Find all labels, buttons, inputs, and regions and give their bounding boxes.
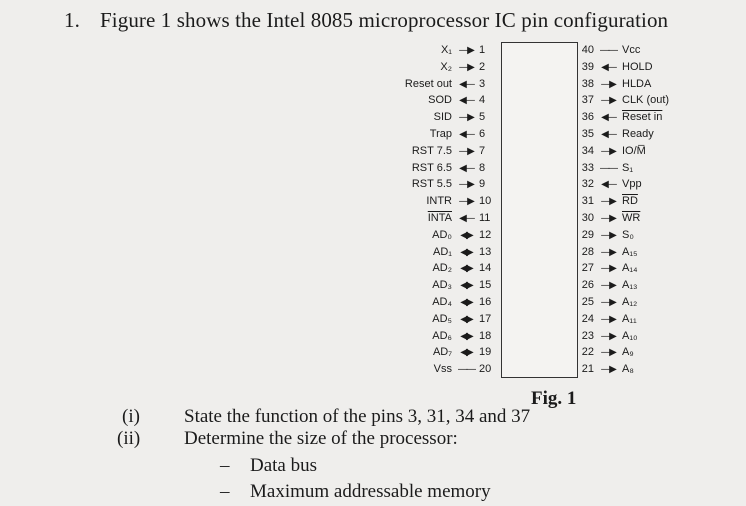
pin-label: AD₇ bbox=[432, 346, 452, 359]
pin-number: 23 bbox=[581, 329, 594, 342]
pin-label: SOD bbox=[428, 94, 452, 107]
pin-label: A₈ bbox=[622, 363, 634, 376]
pin-label: A₁₂ bbox=[622, 296, 638, 308]
pin-label: AD₁ bbox=[433, 245, 452, 258]
pin-label: A₉ bbox=[622, 346, 634, 359]
pin-arrow-icon: ◀— bbox=[601, 179, 615, 191]
pin-label: AD₆ bbox=[432, 329, 452, 342]
pin-arrow-icon: ◀▶ bbox=[460, 246, 472, 258]
pin-row-14 bbox=[432, 260, 501, 277]
question-text: Figure 1 shows the Intel 8085 microprocessor IC pin configuration bbox=[100, 8, 669, 32]
pin-number: 18 bbox=[479, 329, 492, 342]
pin-row-15 bbox=[432, 277, 501, 294]
pin-number: 13 bbox=[479, 245, 492, 258]
sub-question-numeral: (ii) bbox=[117, 428, 141, 449]
pin-arrow-icon: —▶ bbox=[601, 364, 615, 376]
pin-number: 4 bbox=[479, 94, 486, 107]
pin-row-35 bbox=[574, 126, 654, 143]
pin-arrow-icon: —— bbox=[600, 162, 616, 174]
pin-arrow-icon: ◀— bbox=[459, 78, 473, 90]
pin-row-36 bbox=[574, 109, 662, 126]
pin-label: Reset in bbox=[622, 111, 663, 124]
pin-label: AD₂ bbox=[432, 262, 452, 275]
pin-arrow-icon: —▶ bbox=[601, 229, 615, 241]
pin-row-2 bbox=[440, 59, 501, 76]
dash-bullet: – bbox=[220, 481, 230, 502]
pin-number: 1 bbox=[479, 44, 486, 56]
pin-row-20 bbox=[434, 361, 501, 378]
sub-item-text: Data bus bbox=[250, 455, 318, 476]
pin-number: 16 bbox=[479, 296, 492, 308]
pin-number: 25 bbox=[581, 296, 594, 308]
pin-number: 39 bbox=[581, 60, 594, 73]
pin-number: 26 bbox=[581, 279, 594, 292]
pin-arrow-icon: ◀▶ bbox=[460, 313, 472, 325]
question-number: 1. bbox=[64, 8, 80, 32]
pin-arrow-icon: ◀▶ bbox=[460, 347, 472, 359]
pin-number: 37 bbox=[581, 94, 594, 107]
pin-number: 3 bbox=[479, 77, 486, 90]
pin-label: IO/M̅ bbox=[622, 144, 646, 157]
pin-arrow-icon: —▶ bbox=[601, 330, 615, 342]
pin-number: 17 bbox=[479, 312, 492, 325]
sub-question-numeral: (i) bbox=[122, 406, 140, 427]
pin-number: 34 bbox=[581, 144, 594, 157]
pin-arrow-icon: ◀— bbox=[601, 129, 615, 140]
pin-number: 22 bbox=[581, 346, 594, 359]
pin-number: 7 bbox=[479, 144, 486, 157]
pin-arrow-icon: —▶ bbox=[601, 263, 615, 275]
pin-number: 14 bbox=[479, 262, 492, 275]
pin-number: 20 bbox=[479, 363, 492, 376]
pin-row-25 bbox=[574, 294, 637, 311]
pin-row-32 bbox=[574, 176, 642, 193]
pin-label: AD₀ bbox=[432, 228, 452, 241]
pin-row-28 bbox=[574, 244, 637, 261]
pin-label: $\overline{RD}$ bbox=[622, 195, 638, 208]
ic-chip-body bbox=[501, 42, 578, 378]
pin-arrow-icon: ◀— bbox=[459, 213, 473, 224]
pin-row-26 bbox=[574, 277, 638, 294]
pin-number: 32 bbox=[581, 178, 594, 191]
pin-number: 38 bbox=[581, 77, 594, 90]
pin-row-37 bbox=[574, 92, 669, 109]
pin-number: 24 bbox=[581, 312, 594, 325]
pin-arrow-icon: ◀— bbox=[459, 162, 473, 174]
pin-row-33 bbox=[574, 160, 633, 177]
pin-row-12 bbox=[432, 227, 501, 244]
pin-label: X₁ bbox=[440, 44, 452, 56]
pin-number: 12 bbox=[479, 228, 492, 241]
pin-row-6 bbox=[430, 126, 501, 143]
pin-number: 27 bbox=[581, 262, 594, 275]
pin-arrow-icon: —▶ bbox=[601, 78, 615, 90]
pin-row-27 bbox=[574, 260, 638, 277]
pin-arrow-icon: —▶ bbox=[601, 347, 615, 359]
pin-number: 29 bbox=[581, 228, 594, 241]
pin-number: 30 bbox=[581, 212, 594, 224]
pin-label: Trap bbox=[429, 128, 452, 140]
pin-arrow-icon: ◀— bbox=[601, 61, 615, 73]
pin-row-16 bbox=[432, 294, 501, 311]
pin-number: 6 bbox=[479, 128, 486, 140]
pin-row-21 bbox=[574, 361, 634, 378]
pin-arrow-icon: —▶ bbox=[601, 95, 615, 107]
pin-row-7 bbox=[412, 143, 501, 160]
pin-number: 31 bbox=[581, 195, 594, 208]
pin-row-34 bbox=[574, 143, 646, 160]
pin-label: INTA bbox=[427, 212, 452, 224]
pin-label: S₁ bbox=[622, 161, 634, 174]
pin-number: 21 bbox=[581, 363, 594, 376]
sub-item-max-memory bbox=[220, 481, 491, 503]
pin-row-3 bbox=[405, 76, 501, 93]
pin-number: 9 bbox=[479, 178, 486, 191]
pin-number: 28 bbox=[581, 245, 594, 258]
pin-row-40 bbox=[574, 42, 640, 59]
pin-arrow-icon: —▶ bbox=[601, 280, 615, 292]
pin-label: A₁₅ bbox=[622, 245, 638, 258]
figure-caption: Fig. 1 bbox=[531, 388, 577, 409]
pin-arrow-icon: —▶ bbox=[459, 145, 473, 157]
pin-arrow-icon: —▶ bbox=[601, 196, 615, 208]
dash-bullet: – bbox=[220, 455, 230, 476]
pin-row-8 bbox=[412, 160, 501, 177]
pin-label: S₀ bbox=[622, 228, 634, 241]
pin-number: 2 bbox=[479, 60, 486, 73]
pin-row-17 bbox=[432, 311, 501, 328]
pin-row-11 bbox=[428, 210, 501, 227]
pin-row-39 bbox=[574, 59, 653, 76]
pin-arrow-icon: —▶ bbox=[459, 45, 473, 56]
pin-row-5 bbox=[434, 109, 501, 126]
question-title bbox=[64, 8, 668, 33]
pin-number: 5 bbox=[479, 111, 486, 124]
pin-arrow-icon: ◀▶ bbox=[460, 297, 472, 308]
pin-number: 33 bbox=[581, 161, 594, 174]
pin-row-38 bbox=[574, 76, 651, 93]
pin-number: 15 bbox=[479, 279, 492, 292]
pin-number: 10 bbox=[479, 195, 492, 208]
sub-question-text: Determine the size of the processor: bbox=[184, 428, 458, 449]
sub-item-text: Maximum addressable memory bbox=[250, 481, 491, 502]
pin-label: A₁₄ bbox=[622, 262, 638, 275]
pin-row-4 bbox=[428, 92, 501, 109]
pin-row-9 bbox=[412, 176, 501, 193]
pin-row-13 bbox=[433, 244, 501, 261]
pin-label: HOLD bbox=[622, 60, 653, 73]
pin-arrow-icon: —▶ bbox=[601, 297, 615, 308]
pin-row-31 bbox=[574, 193, 638, 210]
pin-arrow-icon: ◀▶ bbox=[460, 280, 472, 292]
pin-arrow-icon: —▶ bbox=[601, 213, 615, 224]
sub-item-data-bus bbox=[220, 455, 317, 477]
pin-arrow-icon: ◀— bbox=[459, 129, 473, 140]
pin-row-29 bbox=[574, 227, 634, 244]
pin-label: Reset out bbox=[404, 77, 452, 90]
pin-label: A₁₀ bbox=[622, 329, 638, 342]
pin-row-23 bbox=[574, 328, 638, 345]
pin-arrow-icon: ◀— bbox=[601, 112, 615, 124]
pin-number: 11 bbox=[479, 212, 491, 224]
pin-arrow-icon: —▶ bbox=[601, 145, 615, 157]
pin-number: 36 bbox=[581, 111, 594, 124]
pin-row-18 bbox=[432, 328, 501, 345]
pin-arrow-icon: —▶ bbox=[601, 246, 615, 258]
pin-label: RST 5.5 bbox=[411, 178, 452, 191]
pin-row-30 bbox=[574, 210, 640, 227]
pin-label: Ready bbox=[622, 128, 654, 140]
pin-label: X₂ bbox=[440, 60, 452, 73]
pin-label: A₁₃ bbox=[622, 279, 638, 292]
pin-label: AD₃ bbox=[432, 279, 452, 292]
pin-arrow-icon: ◀▶ bbox=[460, 330, 472, 342]
pin-number: 19 bbox=[479, 346, 492, 359]
pin-label: $\overline{WR}$ bbox=[622, 212, 641, 224]
pin-number: 35 bbox=[581, 128, 594, 140]
pin-label: CLK (out) bbox=[622, 94, 670, 107]
pin-label: RST 7.5 bbox=[411, 144, 452, 157]
pin-row-10 bbox=[426, 193, 501, 210]
pin-number: 8 bbox=[479, 161, 486, 174]
pin-label: HLDA bbox=[622, 77, 652, 90]
pin-label: AD₅ bbox=[432, 312, 452, 325]
pin-label: A₁₁ bbox=[622, 312, 637, 325]
pin-number: 40 bbox=[581, 44, 594, 56]
pin-label: INTR bbox=[426, 195, 452, 208]
pin-label: AD₄ bbox=[432, 296, 452, 308]
pin-row-1 bbox=[441, 42, 501, 59]
pin-arrow-icon: —— bbox=[600, 45, 616, 56]
pin-arrow-icon: —▶ bbox=[459, 112, 473, 124]
pin-row-22 bbox=[574, 344, 634, 361]
pin-label: Vpp bbox=[622, 178, 642, 191]
pin-label: Vss bbox=[433, 363, 452, 376]
sub-question-text: State the function of the pins 3, 31, 34 and 37 bbox=[184, 406, 531, 427]
pin-arrow-icon: —— bbox=[458, 364, 474, 376]
pin-arrow-icon: —▶ bbox=[459, 61, 473, 73]
pin-label: SID bbox=[433, 111, 452, 124]
pin-arrow-icon: —▶ bbox=[459, 179, 473, 191]
pin-label: Vcc bbox=[622, 44, 641, 56]
pin-label: RST 6.5 bbox=[411, 161, 452, 174]
pin-arrow-icon: —▶ bbox=[459, 196, 473, 208]
pin-arrow-icon: ◀▶ bbox=[460, 263, 472, 275]
pin-row-24 bbox=[574, 311, 637, 328]
pin-arrow-icon: ◀— bbox=[459, 95, 473, 107]
pin-arrow-icon: —▶ bbox=[601, 313, 615, 325]
pin-arrow-icon: ◀▶ bbox=[460, 229, 472, 241]
pin-row-19 bbox=[433, 344, 501, 361]
